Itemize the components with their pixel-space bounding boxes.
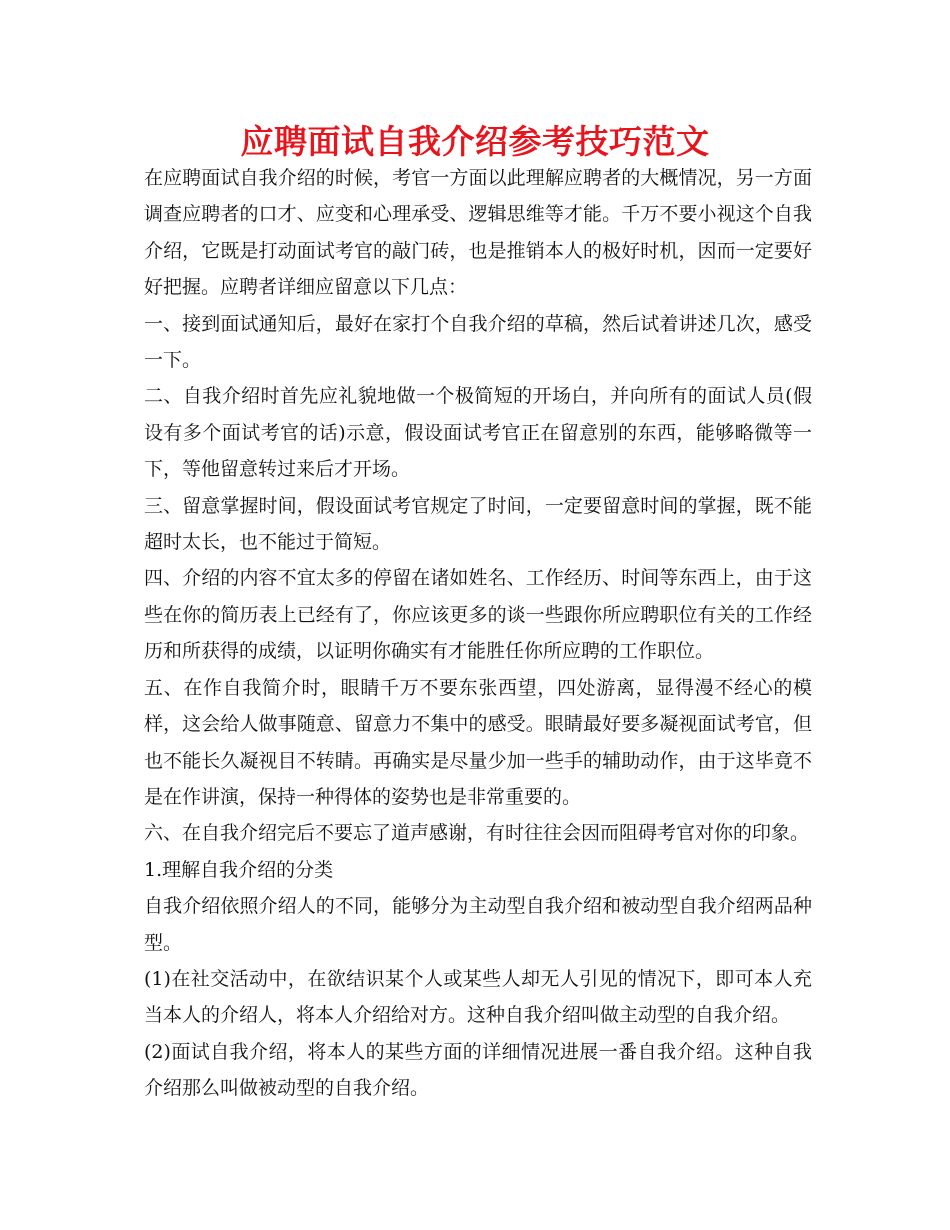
paragraph-point-5: 五、在作自我简介时，眼睛千万不要东张西望，四处游离，显得漫不经心的模样，这会给人做事随意、留意力不集中的感受。眼睛最好要多凝视面试考官，但也不能长久凝视目不转睛。再确实是尽量少加一些手的辅助动作，由于这毕竟不是在作讲演，保持一种得体的姿势也是非常重要的。 xyxy=(144,676,812,808)
paragraph-active-type: (1)在社交活动中，在欲结识某个人或某些人却无人引见的情况下，即可本人充当本人的介绍人，将本人介绍给对方。这种自我介绍叫做主动型的自我介绍。 xyxy=(144,967,812,1027)
document-title: 应聘面试自我介绍参考技巧范文 xyxy=(240,122,710,161)
paragraph-point-6: 六、在自我介绍完后不要忘了道声感谢，有时往往会因而阻碍考官对你的印象。 xyxy=(144,822,810,845)
paragraph-passive-type: (2)面试自我介绍，将本人的某些方面的详细情况进展一番自我介绍。这种自我介绍那么叫做被动型的自我介绍。 xyxy=(144,1040,812,1100)
paragraph-point-2: 二、自我介绍时首先应礼貌地做一个极简短的开场白，并向所有的面试人员(假设有多个面试考官的话)示意，假设面试考官正在留意别的东西，能够略微等一下，等他留意转过来后才开场。 xyxy=(144,385,812,481)
paragraph-intro: 在应聘面试自我介绍的时候，考官一方面以此理解应聘者的大概情况，另一方面调查应聘者的口才、应变和心理承受、逻辑思维等才能。千万不要小视这个自我介绍，它既是打动面试考官的敲门砖，也是推销本人的极好时机，因而一定要好好把握。应聘者详细应留意以下几点： xyxy=(144,167,812,299)
paragraph-classification: 自我介绍依照介绍人的不同，能够分为主动型自我介绍和被动型自我介绍两品种型。 xyxy=(144,895,812,954)
section-heading-classification: 1.理解自我介绍的分类 xyxy=(144,858,334,881)
paragraph-point-1: 一、接到面试通知后，最好在家打个自我介绍的草稿，然后试着讲述几次，感受一下。 xyxy=(144,312,812,372)
document-body xyxy=(144,160,812,1107)
paragraph-point-3: 三、留意掌握时间，假设面试考官规定了时间，一定要留意时间的掌握，既不能超时太长，也不能过于简短。 xyxy=(144,494,812,554)
paragraph-point-4: 四、介绍的内容不宜太多的停留在诸如姓名、工作经历、时间等东西上，由于这些在你的简历表上已经有了，你应该更多的谈一些跟你所应聘职位有关的工作经历和所获得的成绩，以证明你确实有才能胜任你所应聘的工作职位。 xyxy=(144,567,812,663)
